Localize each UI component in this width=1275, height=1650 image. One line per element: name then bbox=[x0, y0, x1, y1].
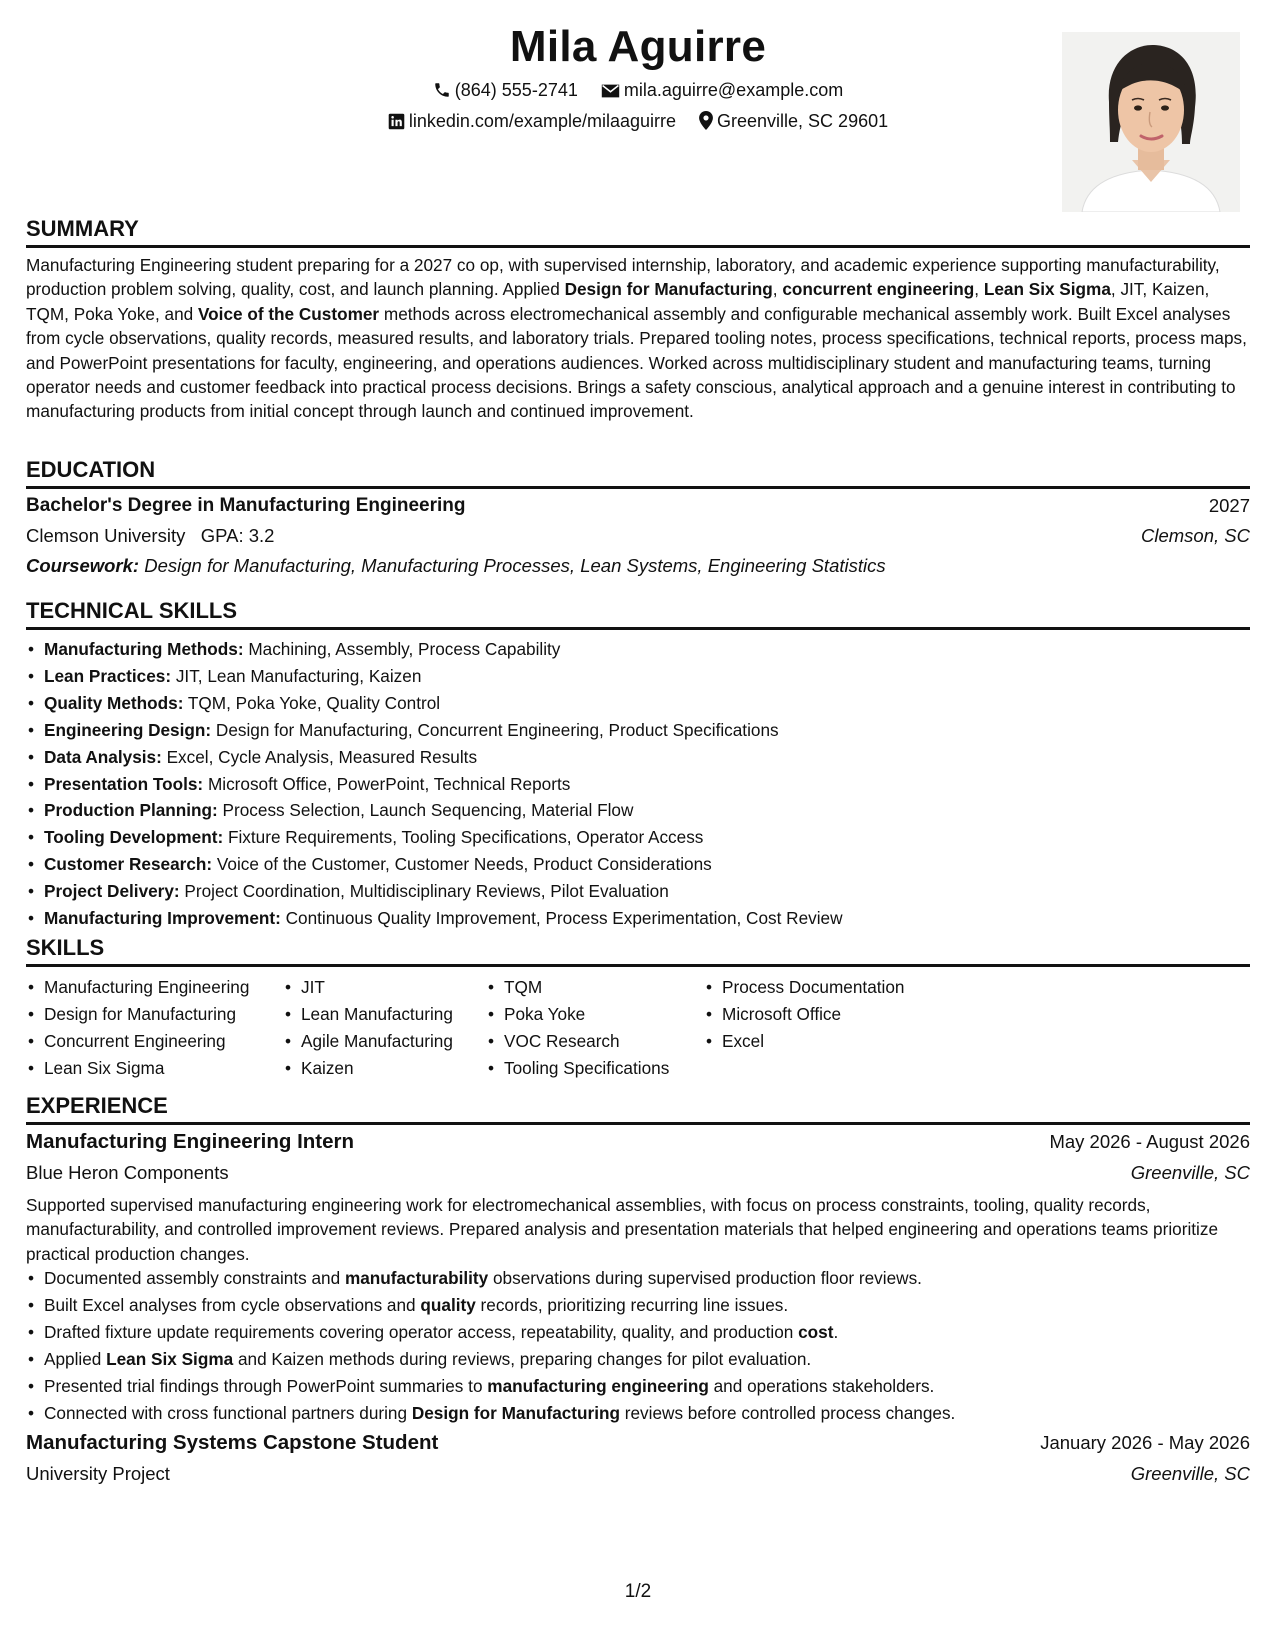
technical-skill-item bbox=[44, 771, 843, 798]
skill-values: JIT, Lean Manufacturing, Kaizen bbox=[171, 665, 422, 686]
technical-skill-item bbox=[44, 851, 843, 878]
skill-values: Fixture Requirements, Tooling Specifications, Operator Access bbox=[223, 827, 704, 848]
skill-category: Lean Practices: bbox=[44, 665, 172, 686]
skill-item: • Lean Six Sigma bbox=[44, 1055, 249, 1082]
skill-values: Process Selection, Launch Sequencing, Material Flow bbox=[217, 800, 634, 821]
skill-item: • Concurrent Engineering bbox=[44, 1028, 249, 1055]
technical-skills-list bbox=[26, 636, 843, 932]
experience-bullet: • Connected with cross functional partners during Design for Manufacturing reviews before controlled process changes. bbox=[44, 1400, 955, 1427]
skills-column bbox=[704, 974, 904, 1055]
technical-skill-item bbox=[44, 824, 843, 851]
email-text: mila.aguirre@example.com bbox=[623, 80, 844, 100]
skill-values: Project Coordination, Multidisciplinary Reviews, Pilot Evaluation bbox=[179, 881, 669, 902]
skill-category: Engineering Design: bbox=[44, 719, 212, 740]
job-1-bullets bbox=[26, 1265, 955, 1426]
skill-item: • Kaizen bbox=[301, 1055, 453, 1082]
school-location: Clemson, SC bbox=[1141, 525, 1250, 546]
experience-bullet: • Documented assembly constraints and manufacturability observations during supervised production floor reviews. bbox=[44, 1265, 955, 1292]
skill-item: • Lean Manufacturing bbox=[301, 1001, 453, 1028]
experience-bullet: • Presented trial findings through PowerPoint summaries to manufacturing engineering and operations stakeholders. bbox=[44, 1373, 955, 1400]
degree-title: Bachelor's Degree in Manufacturing Engineering bbox=[26, 495, 466, 516]
linkedin-contact[interactable] bbox=[388, 111, 676, 132]
job-1-summary: Supported supervised manufacturing engineering work for electromechanical assemblies, with focus on process constraints, tooling, quality records, manufacturability, and controlled improvement reviews. Prepared analysis and presentation materials that helped engineering and operations teams prioritize practical production changes. bbox=[26, 1195, 1219, 1264]
experience-heading: EXPERIENCE bbox=[26, 1093, 1250, 1125]
skill-values: Microsoft Office, PowerPoint, Technical Reports bbox=[203, 773, 571, 794]
page-number: 1/2 bbox=[624, 1581, 652, 1602]
skills-column bbox=[26, 974, 249, 1082]
skills-column bbox=[283, 974, 453, 1082]
skill-item: • Poka Yoke bbox=[504, 1001, 669, 1028]
job-org: University Project bbox=[26, 1463, 170, 1484]
skill-category: Tooling Development: bbox=[44, 827, 224, 848]
skill-values: Excel, Cycle Analysis, Measured Results bbox=[161, 746, 478, 767]
skill-category: Manufacturing Improvement: bbox=[44, 908, 281, 929]
skill-values: TQM, Poka Yoke, Quality Control bbox=[183, 692, 441, 713]
technical-skill-item bbox=[44, 663, 843, 690]
job-title: Manufacturing Systems Capstone Student bbox=[26, 1431, 439, 1454]
coursework-list: Design for Manufacturing, Manufacturing Processes, Lean Systems, Engineering Statistics bbox=[144, 555, 886, 576]
school-info bbox=[26, 523, 274, 549]
technical-skill-item bbox=[44, 744, 843, 771]
job-location: Greenville, SC bbox=[1130, 1162, 1250, 1183]
skill-values: Voice of the Customer, Customer Needs, Product Considerations bbox=[212, 854, 712, 875]
coursework-label: Coursework: bbox=[26, 555, 140, 576]
resume-page bbox=[26, 0, 1250, 1650]
skill-item: • VOC Research bbox=[504, 1028, 669, 1055]
technical-skill-item bbox=[44, 690, 843, 717]
skill-item: • Agile Manufacturing bbox=[301, 1028, 453, 1055]
skill-values: Machining, Assembly, Process Capability bbox=[243, 639, 561, 659]
summary-heading: SUMMARY bbox=[26, 216, 1250, 248]
skill-item: • Microsoft Office bbox=[722, 1001, 904, 1028]
skill-item: • Manufacturing Engineering bbox=[44, 974, 249, 1001]
skill-category: Quality Methods: bbox=[44, 692, 184, 713]
linkedin-text: linkedin.com/example/milaaguirre bbox=[408, 111, 676, 131]
location-contact bbox=[699, 111, 888, 132]
skill-item: • Process Documentation bbox=[722, 974, 904, 1001]
technical-skill-item bbox=[44, 717, 843, 744]
skills-column bbox=[486, 974, 669, 1082]
technical-skill-item bbox=[44, 878, 843, 905]
skill-item: • TQM bbox=[504, 974, 669, 1001]
envelope-icon bbox=[601, 83, 620, 99]
location-text: Greenville, SC 29601 bbox=[717, 111, 889, 131]
profile-photo bbox=[1062, 32, 1240, 212]
coursework-info bbox=[26, 553, 886, 579]
skill-category: Production Planning: bbox=[44, 800, 218, 821]
job-title: Manufacturing Engineering Intern bbox=[26, 1130, 355, 1153]
skill-category: Presentation Tools: bbox=[44, 773, 204, 794]
technical-skill-item bbox=[44, 797, 843, 824]
technical-skill-item bbox=[44, 905, 843, 932]
skill-item: • JIT bbox=[301, 974, 453, 1001]
gpa: GPA: 3.2 bbox=[200, 525, 275, 546]
skill-category: Customer Research: bbox=[44, 854, 213, 875]
experience-bullet: • Applied Lean Six Sigma and Kaizen methods during reviews, preparing changes for pilot evaluation. bbox=[44, 1346, 955, 1373]
linkedin-icon bbox=[388, 113, 405, 130]
skill-item: • Design for Manufacturing bbox=[44, 1001, 249, 1028]
technical-skill-item bbox=[44, 636, 843, 663]
skill-category: Manufacturing Methods: bbox=[44, 639, 244, 659]
skill-item: • Tooling Specifications bbox=[504, 1055, 669, 1082]
skill-values: Design for Manufacturing, Concurrent Engineering, Product Specifications bbox=[211, 719, 779, 740]
email-contact[interactable] bbox=[601, 80, 843, 101]
school-name: Clemson University bbox=[26, 525, 186, 546]
experience-bullet: • Drafted fixture update requirements covering operator access, repeatability, quality, and production cost. bbox=[44, 1319, 955, 1346]
resume-header bbox=[26, 0, 1250, 220]
skill-category: Project Delivery: bbox=[44, 881, 180, 902]
map-pin-icon bbox=[699, 111, 713, 130]
skill-values: Continuous Quality Improvement, Process Experimentation, Cost Review bbox=[280, 908, 843, 929]
graduation-year: 2027 bbox=[1208, 495, 1250, 516]
experience-bullet: • Built Excel analyses from cycle observations and quality records, prioritizing recurring line issues. bbox=[44, 1292, 955, 1319]
summary-text: Manufacturing Engineering student preparing for a 2027 co op, with supervised internship, laboratory, and academic experience supporting manufacturability, production problem solving, quality, cost, and launch planning. Applied Design for Manufacturing, concurrent engineering, Lean Six Sigma, JIT, Kaizen, TQM, Poka Yoke, and Voice of the Customer methods across electromechanical assembly and configurable mechanical assembly work. Built Excel analyses from cycle observations, quality records, measured results, and laboratory trials. Prepared tooling notes, process specifications, technical reports, process maps, and PowerPoint presentations for faculty, engineering, and operations audiences. Worked across multidisciplinary student and manufacturing teams, turning operator needs and customer feedback into practical process decisions. Brings a safety conscious, analytical approach and a genuine interest in contributing to manufacturing products from initial concept through launch and continued improvement. bbox=[26, 255, 1247, 422]
job-dates: May 2026 - August 2026 bbox=[1049, 1131, 1250, 1152]
candidate-name: Mila Aguirre bbox=[509, 22, 767, 71]
job-org: Blue Heron Components bbox=[26, 1162, 229, 1183]
job-dates: January 2026 - May 2026 bbox=[1040, 1432, 1250, 1453]
skill-category: Data Analysis: bbox=[44, 746, 162, 767]
phone-text: (864) 555-2741 bbox=[454, 80, 578, 100]
technical-skills-heading: TECHNICAL SKILLS bbox=[26, 598, 1250, 630]
phone-contact bbox=[433, 80, 578, 101]
phone-icon bbox=[433, 81, 451, 99]
job-location: Greenville, SC bbox=[1130, 1463, 1250, 1484]
skill-item: • Excel bbox=[722, 1028, 904, 1055]
education-heading: EDUCATION bbox=[26, 457, 1250, 489]
skills-heading: SKILLS bbox=[26, 935, 1250, 967]
